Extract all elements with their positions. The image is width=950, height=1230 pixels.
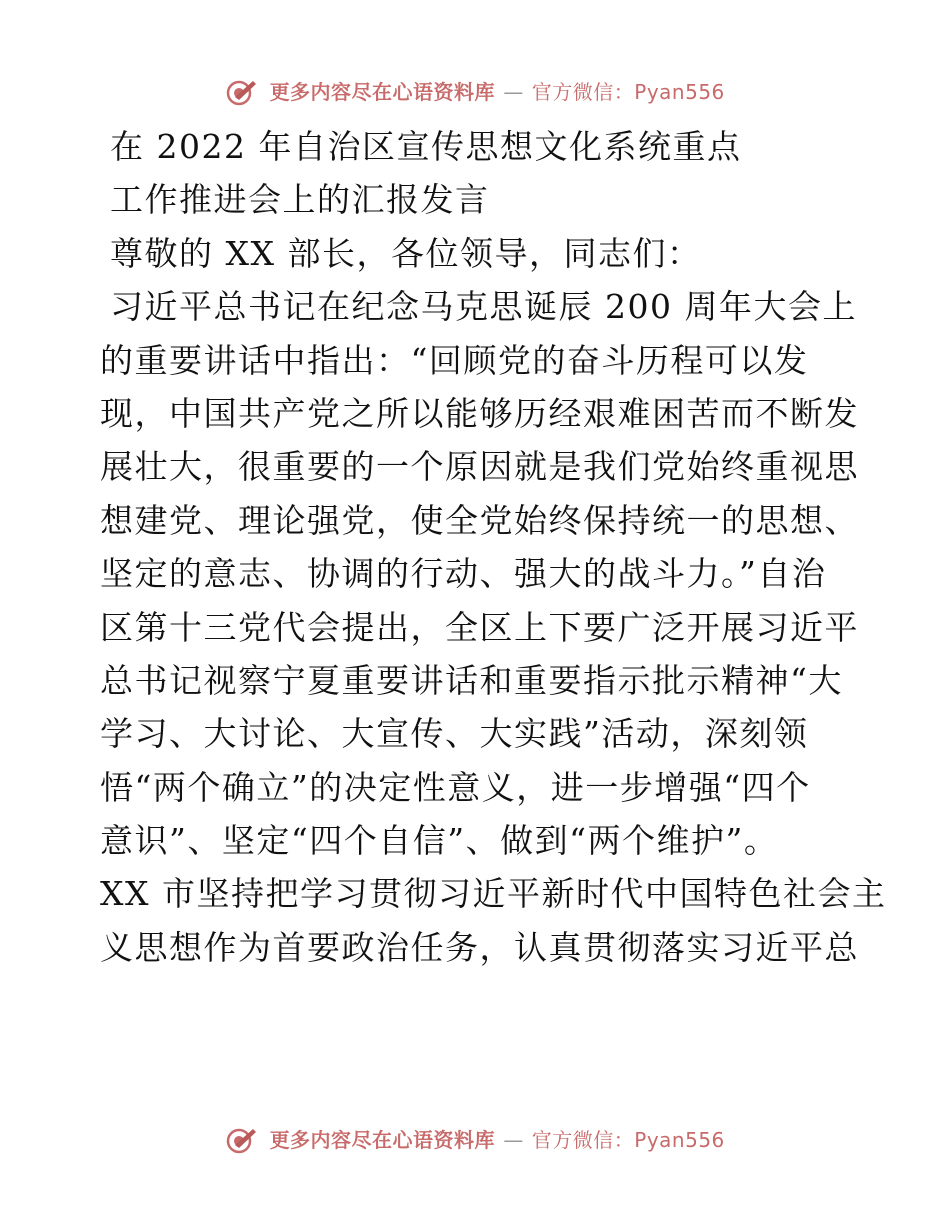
title-line-1: 在 2022 年自治区宣传思想文化系统重点 (110, 127, 742, 166)
paragraph-line: 现，中国共产党之所以能够历经艰难困苦而不断发 (100, 393, 859, 433)
paragraph-line: 想建党、理论强党，使全党始终保持统一的思想、 (100, 500, 859, 540)
paragraph-line: 义思想作为首要政治任务，认真贯彻落实习近平总 (100, 927, 859, 967)
footer-watermark (0, 1124, 950, 1154)
paragraph-line: 展壮大，很重要的一个原因就是我们党始终重视思 (100, 447, 859, 487)
title-line-2: 工作推进会上的汇报发言 (110, 180, 490, 220)
pen-circle-logo-icon (225, 1126, 259, 1154)
document-body (100, 120, 887, 974)
paragraph-line: 坚定的意志、协调的行动、强大的战斗力。”自治 (100, 554, 827, 594)
paragraph-line: XX 市坚持把学习贯彻习近平新时代中国特色社会主 (100, 874, 887, 914)
paragraph-line: 习近平总书记在纪念马克思诞辰 200 周年大会上 (110, 287, 857, 327)
salutation: 尊敬的 XX 部长，各位领导，同志们： (110, 233, 702, 273)
paragraph-line: 学习、大讨论、大宣传、大实践”活动，深刻领 (100, 714, 809, 754)
pen-circle-logo-icon (225, 78, 259, 106)
paragraph-line: 总书记视察宁夏重要讲话和重要指示批示精神“大 (100, 660, 843, 700)
header-watermark (0, 76, 950, 106)
paragraph-line: 意识”、坚定“四个自信”、做到“两个维护”。 (100, 821, 779, 861)
watermark-text: 更多内容尽在心语资料库 (269, 1127, 496, 1152)
paragraph-line: 区第十三党代会提出，全区上下要广泛开展习近平 (100, 607, 859, 647)
watermark-dash: — (503, 1127, 524, 1152)
watermark-wechat: 官方微信：Pyan556 (531, 1127, 725, 1152)
paragraph-line: 的重要讲话中指出：“回顾党的奋斗历程可以发 (100, 340, 809, 380)
watermark-dash: — (503, 79, 524, 104)
paragraph-line: 悟“两个确立”的决定性意义，进一步增强“四个 (100, 767, 811, 807)
watermark-text: 更多内容尽在心语资料库 (269, 79, 496, 104)
watermark-wechat: 官方微信：Pyan556 (531, 79, 725, 104)
